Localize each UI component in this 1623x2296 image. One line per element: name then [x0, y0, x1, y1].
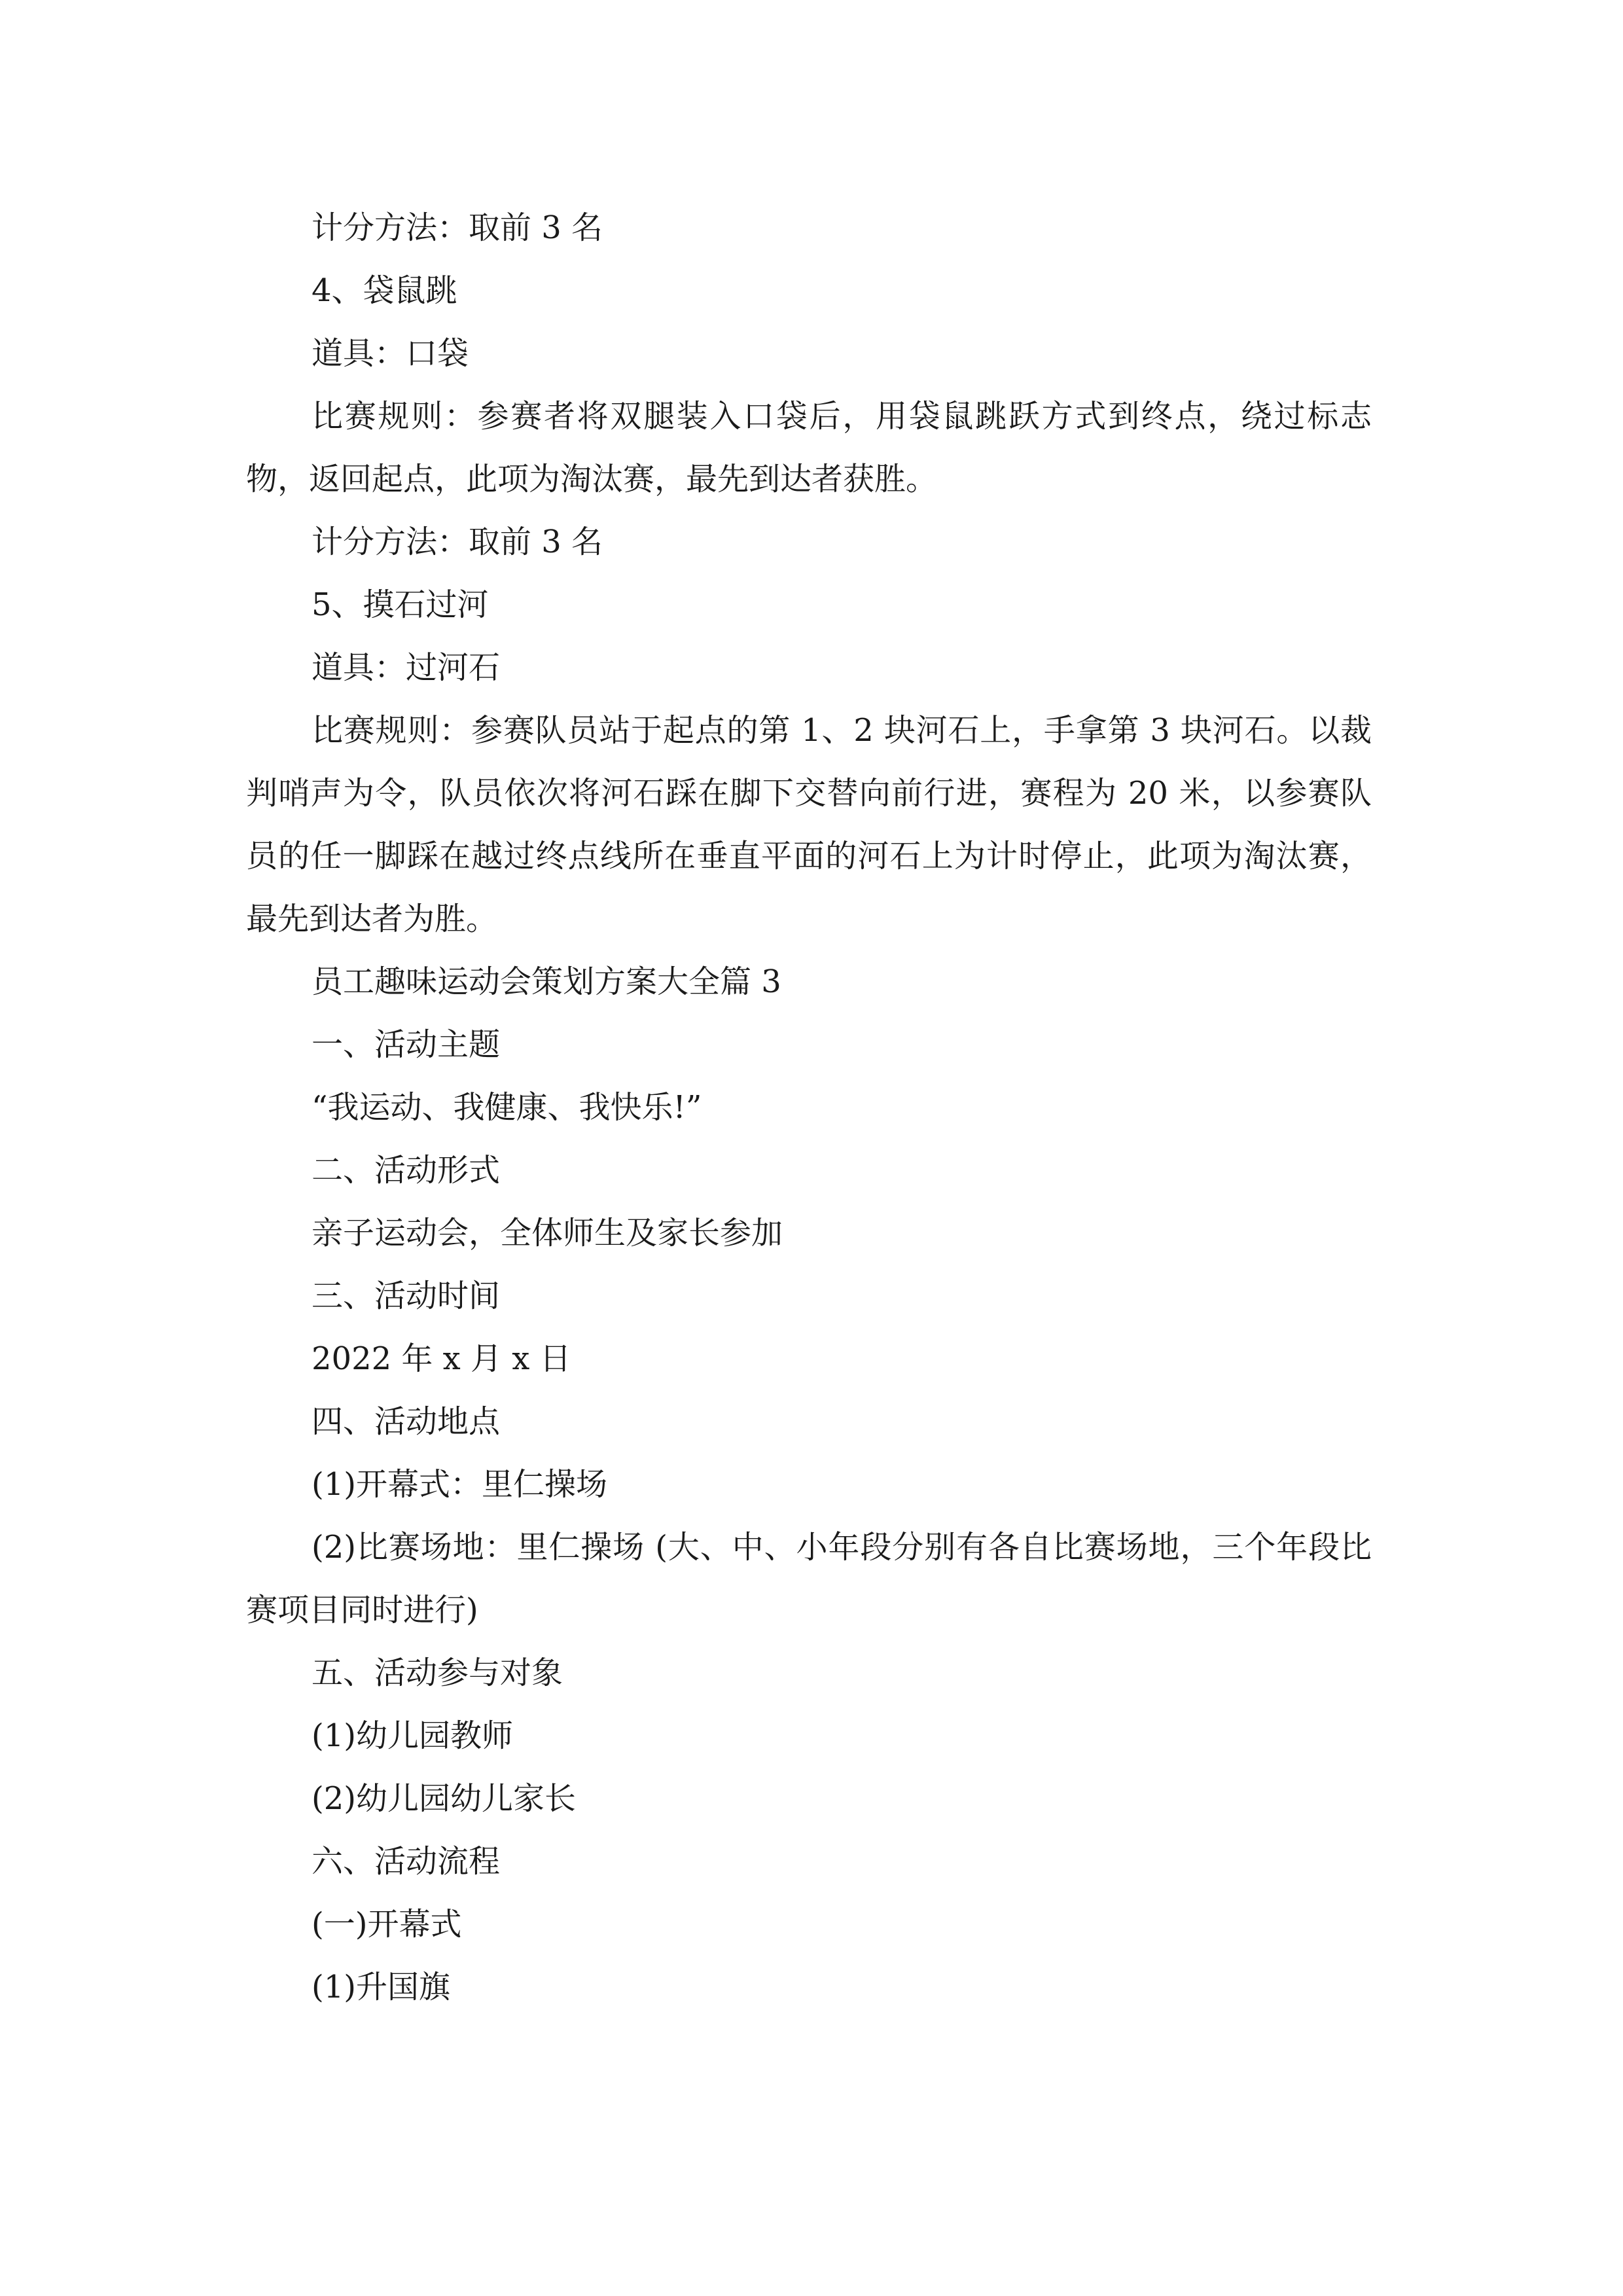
rules-paragraph: 比赛规则：参赛队员站于起点的第 1、2 块河石上，手拿第 3 块河石。以裁判哨声为令，队员依次将河石踩在脚下交替向前行进，赛程为 20 米，以参赛队员的任一脚踩在越过终点线所在垂直平面的河石上为计时停止，此项为淘汰赛，最先到达者为胜。	[246, 712, 1372, 937]
location-competition: (2)比赛场地：里仁操场 (大、中、小年段分别有各自比赛场地，三个年段比赛项目同时进行)	[246, 1529, 1372, 1628]
process-item: (1)升国旗	[312, 1969, 450, 2005]
heading-activity-form: 二、活动形式	[312, 1152, 501, 1189]
location-opening: (1)开幕式：里仁操场	[312, 1466, 607, 1503]
heading-activity-location: 四、活动地点	[312, 1403, 501, 1440]
document-body	[246, 196, 1372, 2018]
activity-form-text: 亲子运动会，全体师生及家长参加	[312, 1215, 783, 1251]
activity-date: 2022 年 x 月 x 日	[312, 1340, 571, 1377]
chapter-title: 员工趣味运动会策划方案大全篇 3	[312, 963, 781, 1000]
participant-item: (2)幼儿园幼儿家长	[312, 1780, 576, 1817]
scoring-method-line: 计分方法：取前 3 名	[312, 209, 603, 246]
props-line: 道具：过河石	[312, 649, 501, 686]
section-heading-kangaroo-jump: 4、袋鼠跳	[312, 272, 457, 309]
participant-item: (1)幼儿园教师	[312, 1717, 513, 1754]
scoring-method-line: 计分方法：取前 3 名	[312, 524, 603, 560]
theme-slogan: “我运动、我健康、我快乐!”	[312, 1089, 702, 1126]
subheading-opening: (一)开幕式	[312, 1906, 462, 1943]
props-line: 道具：口袋	[312, 335, 469, 372]
heading-activity-theme: 一、活动主题	[312, 1026, 501, 1063]
heading-activity-process: 六、活动流程	[312, 1843, 501, 1880]
heading-activity-time: 三、活动时间	[312, 1278, 501, 1314]
section-heading-stone-crossing: 5、摸石过河	[312, 586, 489, 623]
rules-paragraph: 比赛规则：参赛者将双腿装入口袋后，用袋鼠跳跃方式到终点，绕过标志物，返回起点，此项为淘汰赛，最先到达者获胜。	[246, 398, 1372, 497]
heading-participants: 五、活动参与对象	[312, 1655, 563, 1691]
